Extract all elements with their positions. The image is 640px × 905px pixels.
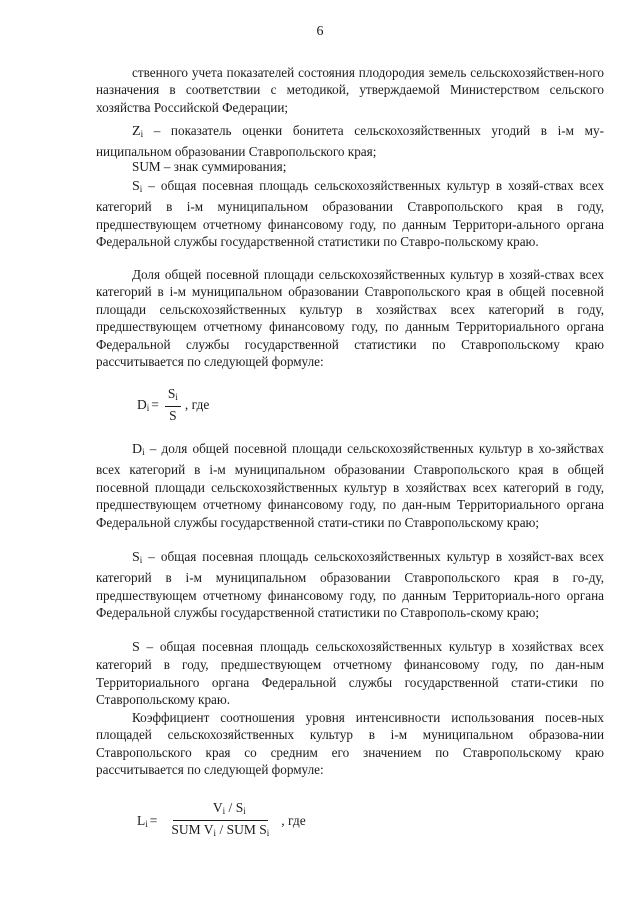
symbol-subscript: i <box>140 129 144 139</box>
formula-di <box>137 386 209 423</box>
definition-text: – общая посевная площадь сельскохозяйственных культур в хозяйствах всех категорий в году, предшествующем отчетному финансовому году, по дан-ным Территориального органа Федеральной службы государственной стати-стики по Ставропольскому краю. <box>96 639 604 708</box>
definition-text: – общая посевная площадь сельскохозяйственных культур в хозяйст-вах всех категорий в i-м муниципальном образовании Ставропольского края в го-ду, предшествующем отчетному финансовому году, по данным Территориаль-ного органа Федеральной службы государственной статистики по Ставрополь-скому краю; <box>96 549 604 621</box>
symbol-subscript: i <box>139 184 143 194</box>
symbol-subscript: i <box>142 447 145 457</box>
page-number: 6 <box>316 24 324 39</box>
paragraph-di <box>96 440 604 531</box>
formula-tail: , где <box>281 812 306 828</box>
fraction-denominator: SUM $V_i$ / SUM $S_i$ <box>171 822 270 838</box>
symbol-subscript: i <box>139 555 143 565</box>
definition-text: – показатель оценки бонитета сельскохозяйственных угодий в i-м му-ниципальном образовании Ставропольского края; <box>96 123 604 160</box>
paragraph-si-2 <box>96 548 604 622</box>
fraction-numerator: $V_i / S_i$ <box>173 800 268 821</box>
formula-equals: = <box>151 396 159 412</box>
paragraph-share-intro: Доля общей посевной площади сельскохозяйственных культур в хозяй-ствах всех категорий в i-м муниципальном образовании Ставропольского края в общей посевной площади сельскохозяйственных культур в хозяйствах всех категорий в году, предшествующем отчетному финансовому году, по данным Территориального органа Федеральной службы государственной статистики по Ставропольскому краю рассчитывается по следующей формуле: <box>96 267 604 370</box>
formula-tail: , где <box>184 396 210 412</box>
formula-fraction <box>163 800 277 841</box>
fraction-numerator: $S_i$ <box>165 386 181 407</box>
definition-text: – общая посевная площадь сельскохозяйственных культур в хозяй-ствах всех категорий в i-м муниципальном образовании Ставропольского края в году, предшествующем отчетному финансовому году, по данным Территори-ального органа Федеральной службы государственной статистики по Ставро-польскому краю. <box>96 178 604 250</box>
symbol: S <box>132 550 140 565</box>
symbol: S <box>132 640 140 655</box>
formula-equals: = <box>149 812 158 828</box>
formula-fraction <box>165 386 181 423</box>
symbol: Z <box>132 124 141 139</box>
fraction-denominator: S <box>169 408 177 423</box>
paragraph-zi <box>96 122 604 161</box>
symbol: S <box>132 179 140 194</box>
symbol: D <box>132 442 143 457</box>
paragraph-1: ственного учета показателей состояния плодородия земель сельскохозяйствен-ного назначения в соответствии с методикой, утверждаемой Министерством сельского хозяйства Российской Федерации; <box>96 65 604 115</box>
definition-text: – доля общей посевной площади сельскохозяйственных культур в хо-зяйствах всех категорий в i-м муниципальном образовании Ставропольского края в общей посевной площади сельскохозяйственных культур в хозяйствах всех категорий в году, предшествующем отчетному финансовому году, по дан-ным Территориального органа Федеральной службы государственной стати-стики по Ставропольскому краю; <box>96 441 604 530</box>
paragraph-coefficient-intro: Коэффициент соотношения уровня интенсивности использования посев-ных площадей сельскохозяйственных культур в i-м муниципальном образова-нии Ставропольского края со средним его значением по Ставропольскому краю рассчитывается по следующей формуле: <box>96 710 604 778</box>
paragraph-si <box>96 177 604 251</box>
formula-li <box>137 800 306 841</box>
formula-lhs: $L_i$ <box>137 812 148 829</box>
paragraph-sum: SUM – знак суммирования; <box>132 159 287 174</box>
paragraph-s <box>96 638 604 709</box>
formula-lhs: $D_i$ <box>137 396 150 413</box>
